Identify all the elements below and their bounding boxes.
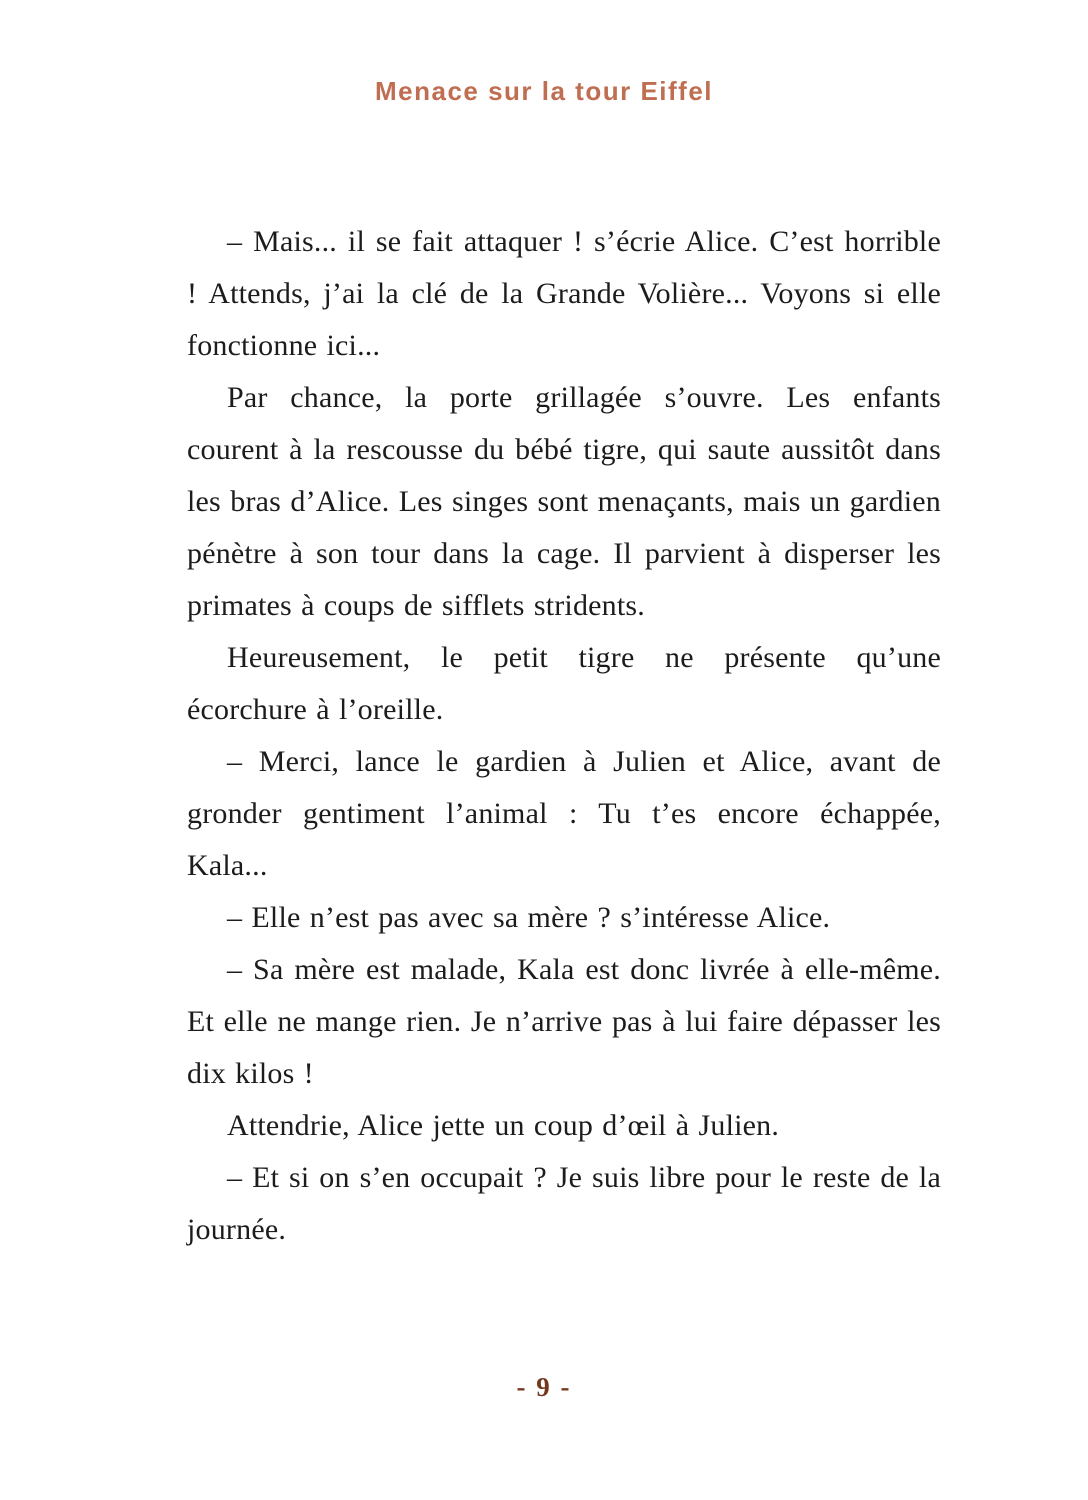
page-number: - 9 - [516, 1372, 572, 1402]
paragraph: Heureusement, le petit tigre ne présente qu’une écorchure à l’oreille. [187, 641, 941, 726]
paragraph: Par chance, la porte grillagée s’ouvre. Les enfants courent à la rescousse du bébé tigre, qui saute aussitôt dans les bras d’Alice. Les singes sont menaçants, mais un gardien pénètre à son tour dans la cage. Il parvient à disperser les primates à coups de sifflets stridents. [187, 381, 941, 622]
paragraph: – Et si on s’en occupait ? Je suis libre pour le reste de la journée. [187, 1161, 941, 1246]
paragraph: – Merci, lance le gardien à Julien et Alice, avant de gronder gentiment l’animal : Tu t’es encore échappée, Kala... [187, 745, 941, 882]
paragraph: – Elle n’est pas avec sa mère ? s’intéresse Alice. [227, 901, 831, 934]
running-header-title: Menace sur la tour Eiffel [374, 76, 714, 106]
paragraph: – Sa mère est malade, Kala est donc livrée à elle-même. Et elle ne mange rien. Je n’arrive pas à lui faire dépasser les dix kilos ! [187, 953, 941, 1090]
body-text [187, 216, 941, 1256]
paragraph: – Mais... il se fait attaquer ! s’écrie Alice. C’est horrible ! Attends, j’ai la clé de la Grande Volière... Voyons si elle fonctionne ici... [187, 225, 941, 362]
paragraph: Attendrie, Alice jette un coup d’œil à Julien. [227, 1109, 780, 1142]
